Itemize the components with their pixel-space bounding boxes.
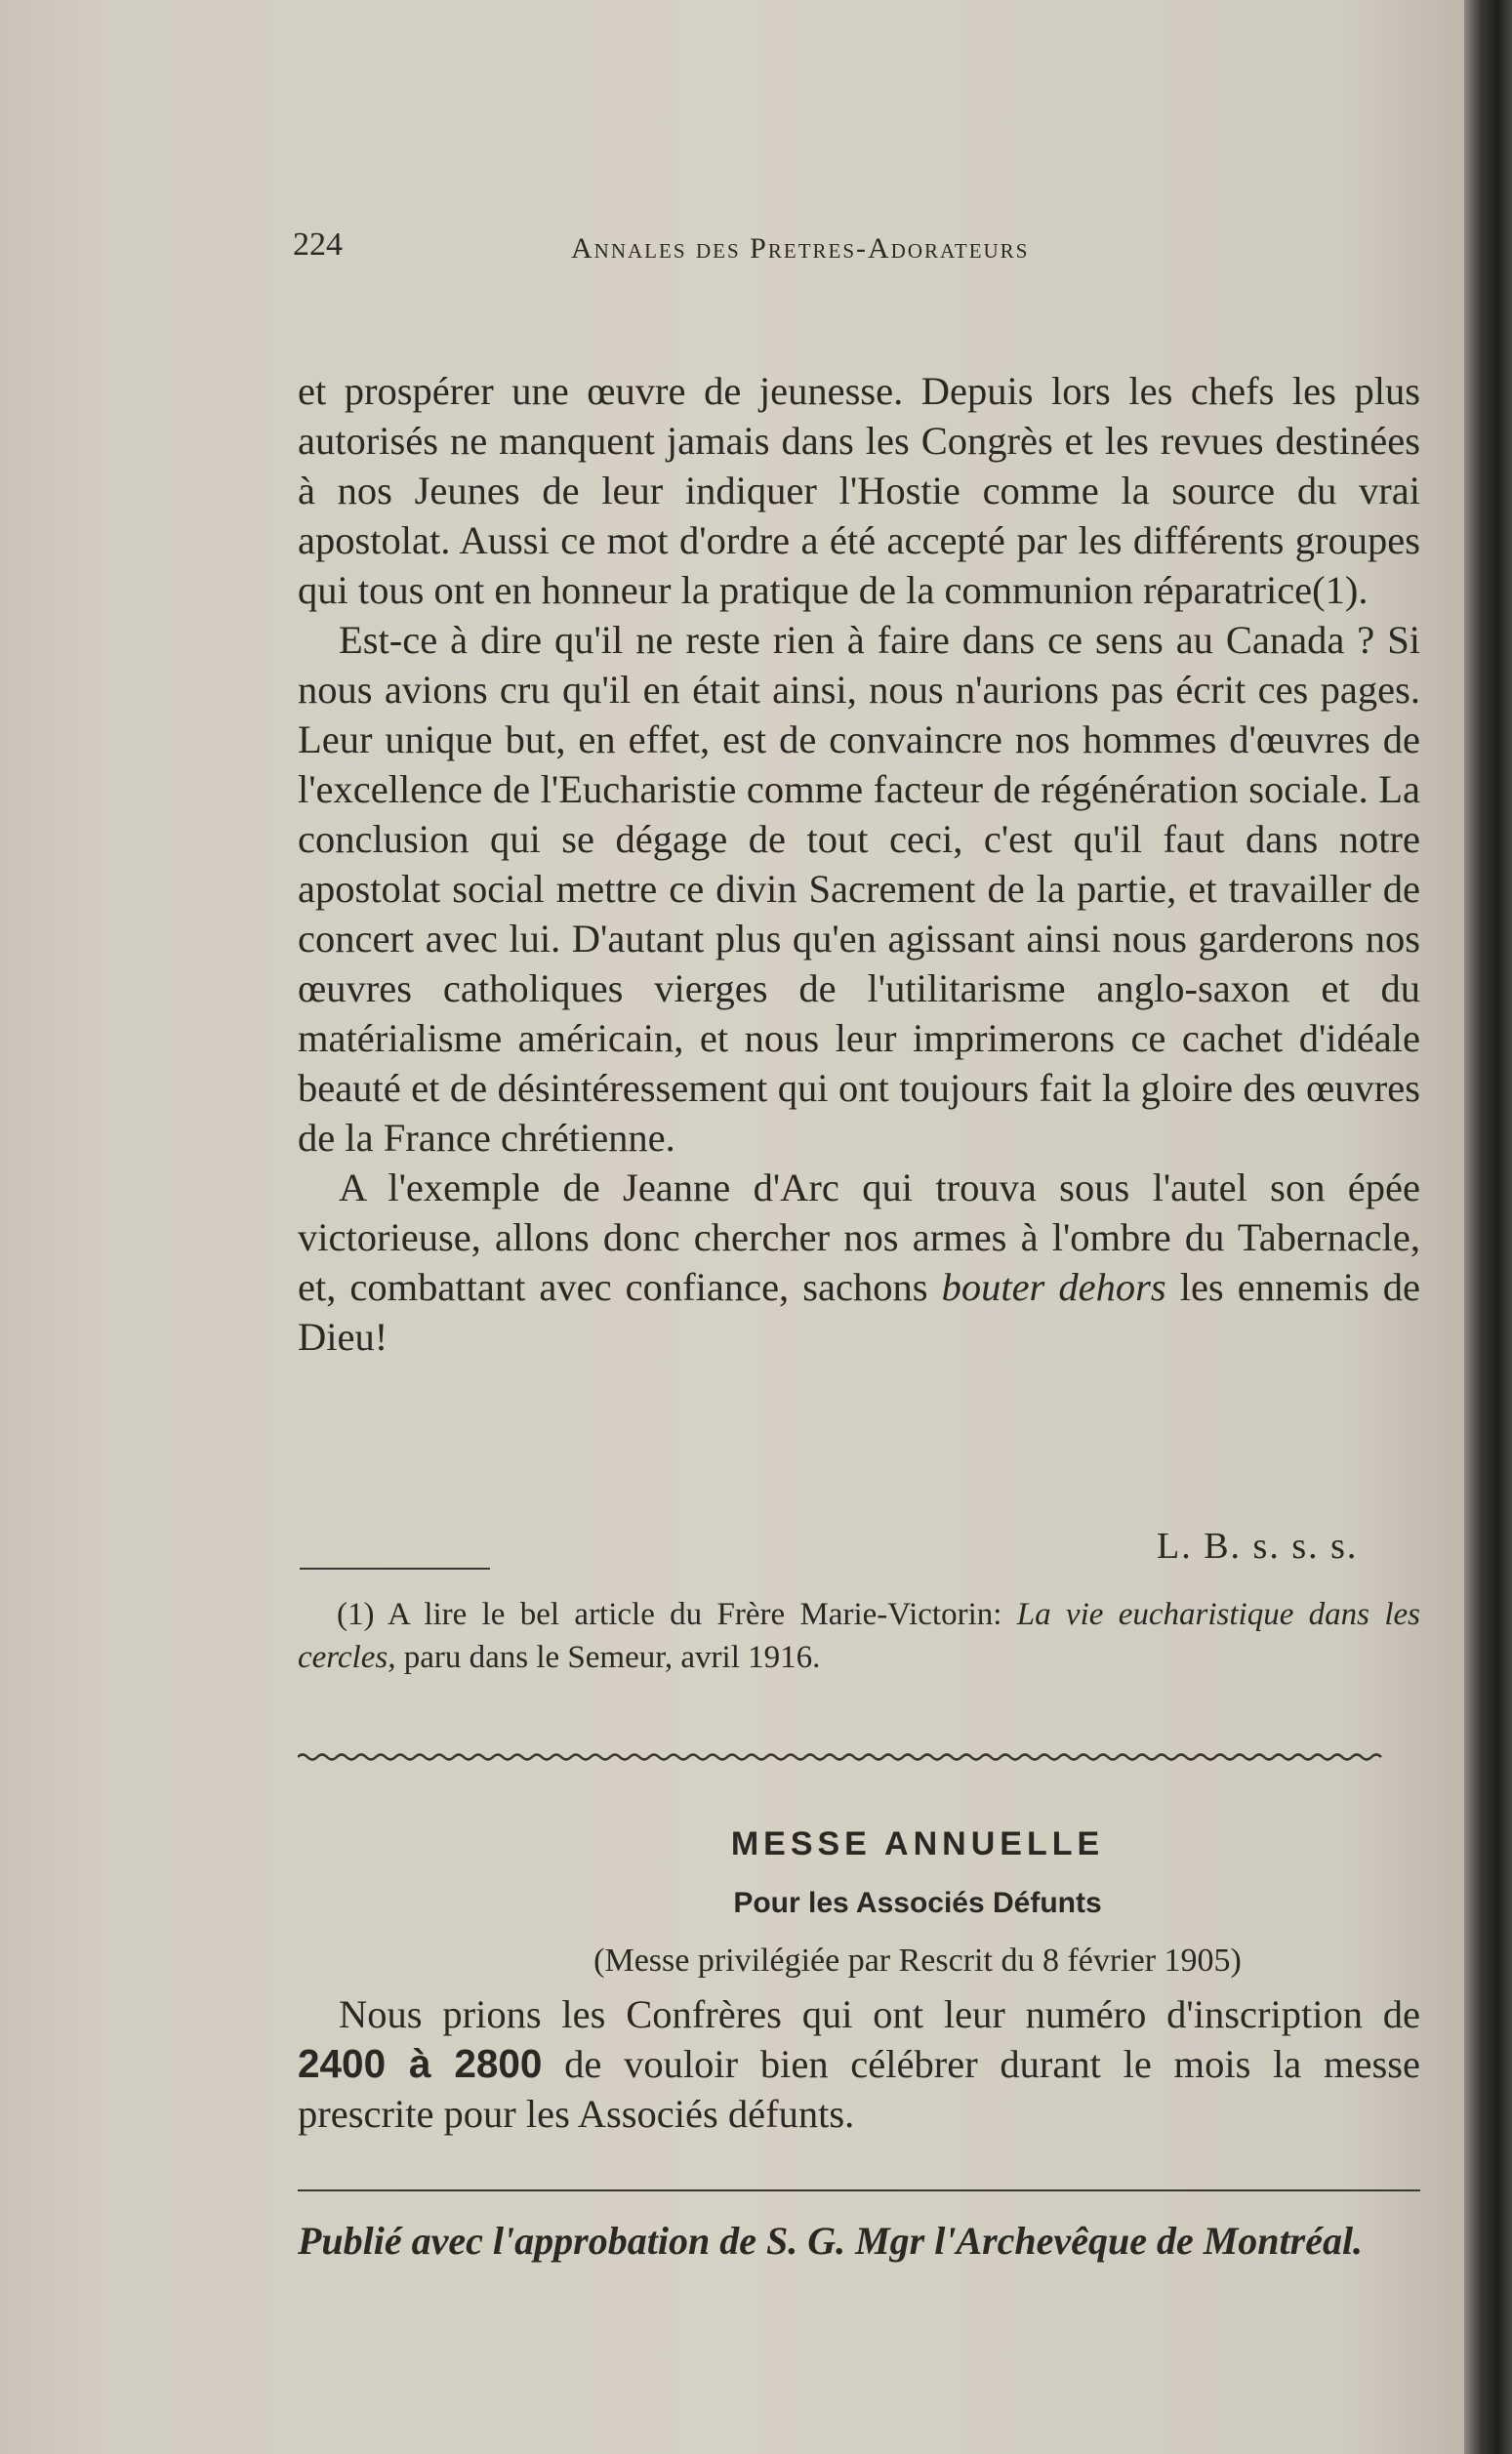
footnote-article-title: La vie eucharistique dans les cercles, [298, 1597, 1421, 1675]
paragraph-1: et prospérer une œuvre de jeunesse. Depuis lors les chefs les plus autorisés ne manquent jamais dans les Congrès et les revues destinées à nos Jeunes de leur indiquer l'Hostie comme la source du vrai apostolat. Aussi ce mot d'ordre a été accepté par les différents groupes qui tous ont en honneur la pratique de la communion réparatrice(1). [298, 369, 1420, 612]
notice-body [298, 1989, 1420, 2139]
notice-note: (Messe privilégiée par Rescrit du 8 février 1905) [593, 1943, 1242, 1979]
running-title: Annales des Pretres-Adorateurs [571, 232, 1030, 265]
notice-heading: MESSE ANNUELLE [730, 1825, 1105, 1862]
footnote-text-end: paru dans le Semeur, avril 1916. [403, 1640, 821, 1675]
footnote-marker: (1) [337, 1597, 375, 1632]
paragraph-3-end: les ennemis de Dieu! [298, 1265, 1421, 1359]
paragraph-2: Est-ce à dire qu'il ne reste rien à faire dans ce sens au Canada ? Si nous avions cru qu'il en était ainsi, nous n'aurions pas écrit ces pages. Leur unique but, en effet, est de convaincre nos hommes d'œuvres de l'excellence de l'Eucharistie comme facteur de régénération sociale. La conclusion qui se dégage de tout ceci, c'est qu'il faut dans notre apostolat social mettre ce divin Sacrement de la partie, et travailler de concert avec lui. D'autant plus qu'en agissant ainsi nous garderons nos œuvres catholiques vierges de l'utilitarisme anglo-saxon et du matérialisme américain, et nous leur imprimerons ce cachet d'idéale beauté et de désintéressement qui ont toujours fait la gloire des œuvres de la France chrétienne. [298, 618, 1420, 1160]
notice-subheading: Pour les Associés Défunts [733, 1887, 1102, 1919]
ornamental-divider [298, 1747, 1420, 1767]
paragraph-3-italic: bouter dehors [941, 1265, 1166, 1309]
page-header [293, 226, 1152, 275]
article-body [298, 366, 1420, 1362]
page-number: 224 [293, 226, 343, 263]
imprimatur: Publié avec l'approbation de S. G. Mgr l'Archevêque de Montréal. [298, 2219, 1364, 2263]
bottom-separator [298, 2189, 1420, 2191]
author-signature: L. B. s. s. s. [1157, 1526, 1359, 1567]
footnote [298, 1593, 1420, 1679]
notice-number-range: 2400 à 2800 [298, 2041, 543, 2086]
notice-text-end: de vouloir bien célébrer durant le mois la messe prescrite pour les Associés défunts. [298, 2042, 1420, 2136]
notice-text-start: Nous prions les Confrères qui ont leur numéro d'inscription de [339, 1992, 1420, 2036]
footnote-separator [300, 1568, 490, 1570]
footnote-text-start: A lire le bel article du Frère Marie-Victorin: [388, 1597, 1002, 1632]
paragraph-3-main: A l'exemple de Jeanne d'Arc qui trouva sous l'autel son épée victorieuse, allons donc chercher nos armes à l'ombre du Tabernacle, et, combattant avec confiance, sachons [298, 1166, 1420, 1309]
book-spine [1464, 0, 1512, 2454]
paragraph-3 [298, 1163, 1420, 1362]
